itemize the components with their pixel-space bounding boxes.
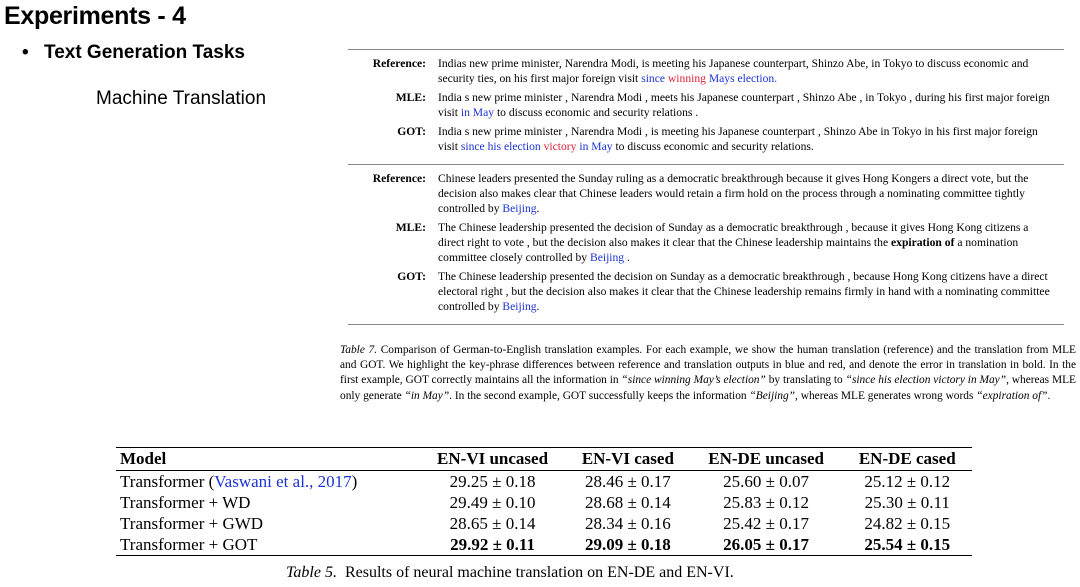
text-segment: Indias new prime minister, Narendra Modi, is meeting his Japanese counterpart, Shinzo Abe, in Tokyo to discuss economic and security ties, on his first major foreign visit <box>438 57 1029 85</box>
caption-segment: “in May” <box>404 389 450 402</box>
text-segment: winning <box>667 72 706 85</box>
score-cell: 29.49 ± 0.10 <box>449 493 536 512</box>
score-cell: 25.60 ± 0.07 <box>723 472 810 491</box>
bullet-text: Text Generation Tasks <box>44 42 245 63</box>
column-header: EN-DE uncased <box>690 448 843 471</box>
text-segment: India s new prime minister , Narendra Modi , meets his Japanese counterpart , Shinzo Abe , in Tokyo , during his first major foreign visit <box>438 91 1050 119</box>
example-text <box>438 220 1064 265</box>
caption-segment: “Beijing” <box>749 389 796 402</box>
bullet-dot: • <box>22 42 29 63</box>
example-label: GOT: <box>397 270 426 283</box>
score-cell: 29.25 ± 0.18 <box>449 472 536 491</box>
text-segment: . <box>536 202 540 215</box>
score-cell: 26.05 ± 0.17 <box>690 534 843 556</box>
table5-caption-label: Table 5. <box>286 564 337 581</box>
example-label: GOT: <box>397 125 426 138</box>
example-label: MLE: <box>395 91 426 104</box>
model-cell <box>116 492 419 513</box>
caption-segment: Table 7. <box>340 344 378 356</box>
model-name: Transformer + GOT <box>120 535 258 554</box>
table-row <box>116 471 972 493</box>
example-block <box>348 49 1064 164</box>
text-segment: Chinese leaders presented the Sunday ruling as a democratic breakthrough because it gives Hong Kongers a direct vote, but the decision also makes clear that Chinese leaders would retain a firm hold on the process through a nominating committee tightly controlled by <box>438 172 1029 215</box>
text-segment: victory <box>543 140 577 153</box>
text-segment: The Chinese leadership presented the decision of Sunday as a democratic breakthrough , because it gives Hong Kong citizens a direct right to vote , but the decision also makes it clear that the Chinese leadership maintains the <box>438 221 1029 249</box>
table-header-row <box>116 448 972 471</box>
score-cell: 25.54 ± 0.15 <box>843 534 973 556</box>
column-header: EN-DE cased <box>843 448 973 471</box>
example-row <box>348 90 1064 120</box>
model-name: Transformer + GWD <box>120 514 264 533</box>
model-name: Transformer ( <box>120 472 215 491</box>
caption-segment: . In the second example, GOT successfully keeps the information <box>449 389 750 402</box>
text-segment: India s new prime minister , Narendra Modi , is meeting his Japanese counterpart , Shinzo Abe in Tokyo in his first major foreign visit <box>438 125 1038 153</box>
column-header: EN-VI uncased <box>419 448 566 471</box>
caption-segment: , whereas MLE only generate <box>340 374 1077 402</box>
caption-segment: Comparison of German-to-English translation examples. For each example, we show the human translation (reference) and the translation from MLE and GOT. We highlight the key-phrase differences between reference and translation outputs in blue and red, and denote the error in translation in bold. In the first example, GOT correctly maintains all the information in <box>340 344 1076 387</box>
text-segment: Beijing <box>589 251 625 264</box>
table5-caption <box>286 564 734 582</box>
text-segment: in May <box>576 140 613 153</box>
table-row <box>116 492 972 513</box>
text-segment: expiration of <box>891 236 955 249</box>
caption-segment: by translating to <box>765 374 846 387</box>
text-segment: The Chinese leadership presented the decision on Sunday as a democratic breakthrough , because Hong Kong citizens have a direct electoral right , but the decision also makes it clear that the Chinese leadership remains firmly in hand with a nominating committee controlled by <box>438 270 1050 313</box>
example-text <box>438 124 1064 154</box>
table7-caption <box>340 343 1076 404</box>
example-text <box>438 56 1064 86</box>
text-segment: Mays election. <box>705 72 778 85</box>
example-label: Reference: <box>372 57 426 70</box>
text-segment: to discuss economic and security relations. <box>612 140 814 153</box>
text-segment: . <box>624 251 630 264</box>
score-cell: 29.92 ± 0.11 <box>419 534 566 556</box>
example-row <box>348 269 1064 314</box>
column-header: Model <box>116 448 419 471</box>
example-label: MLE: <box>395 221 426 234</box>
model-cell <box>116 513 419 534</box>
text-segment: Beijing <box>502 300 537 313</box>
text-segment: since his election <box>460 140 544 153</box>
table-row <box>116 534 972 556</box>
model-name-end: ) <box>351 472 358 491</box>
table-row <box>116 513 972 534</box>
model-cell <box>116 471 419 493</box>
translation-examples <box>348 49 1064 325</box>
score-cell: 25.30 ± 0.11 <box>864 493 950 512</box>
example-row <box>348 56 1064 86</box>
text-segment: a nomination committee closely controlled by <box>438 236 1019 264</box>
text-segment: since <box>641 72 668 85</box>
text-segment: to discuss economic and security relations . <box>494 106 699 119</box>
score-cell: 24.82 ± 0.15 <box>864 514 951 533</box>
caption-segment: . <box>1047 389 1051 402</box>
model-name: Transformer + WD <box>120 493 251 512</box>
text-segment: . <box>536 300 540 313</box>
column-header: EN-VI cased <box>566 448 690 471</box>
example-text <box>438 171 1064 216</box>
score-cell: 25.12 ± 0.12 <box>864 472 951 491</box>
model-cell <box>116 534 419 556</box>
score-cell: 28.46 ± 0.17 <box>584 472 671 491</box>
score-cell: 25.83 ± 0.12 <box>723 493 810 512</box>
example-text <box>438 90 1064 120</box>
caption-segment: , whereas MLE generates wrong words <box>795 389 977 402</box>
text-segment: Beijing <box>502 202 537 215</box>
score-cell: 28.34 ± 0.16 <box>584 514 671 533</box>
score-cell: 25.42 ± 0.17 <box>723 514 810 533</box>
table5-caption-text: Results of neural machine translation on EN-DE and EN-VI. <box>336 564 734 581</box>
text-segment: in May <box>460 106 495 119</box>
subtitle: Machine Translation <box>96 88 267 109</box>
example-row <box>348 220 1064 265</box>
score-cell: 28.65 ± 0.14 <box>449 514 536 533</box>
example-row <box>348 124 1064 154</box>
score-cell: 29.09 ± 0.18 <box>566 534 690 556</box>
example-row <box>348 171 1064 216</box>
caption-segment: “expiration of” <box>976 389 1048 402</box>
results-table <box>116 447 972 556</box>
example-text <box>438 269 1064 314</box>
citation-link[interactable]: Vaswani et al., 2017 <box>214 472 352 491</box>
score-cell: 28.68 ± 0.14 <box>584 493 671 512</box>
example-block <box>348 164 1064 325</box>
slide-title: Experiments - 4 <box>4 2 186 30</box>
caption-segment: “since his election victory in May” <box>845 374 1007 387</box>
bullet-item <box>22 42 245 64</box>
caption-segment: “since winning May’s election” <box>621 374 766 387</box>
example-label: Reference: <box>372 172 426 185</box>
